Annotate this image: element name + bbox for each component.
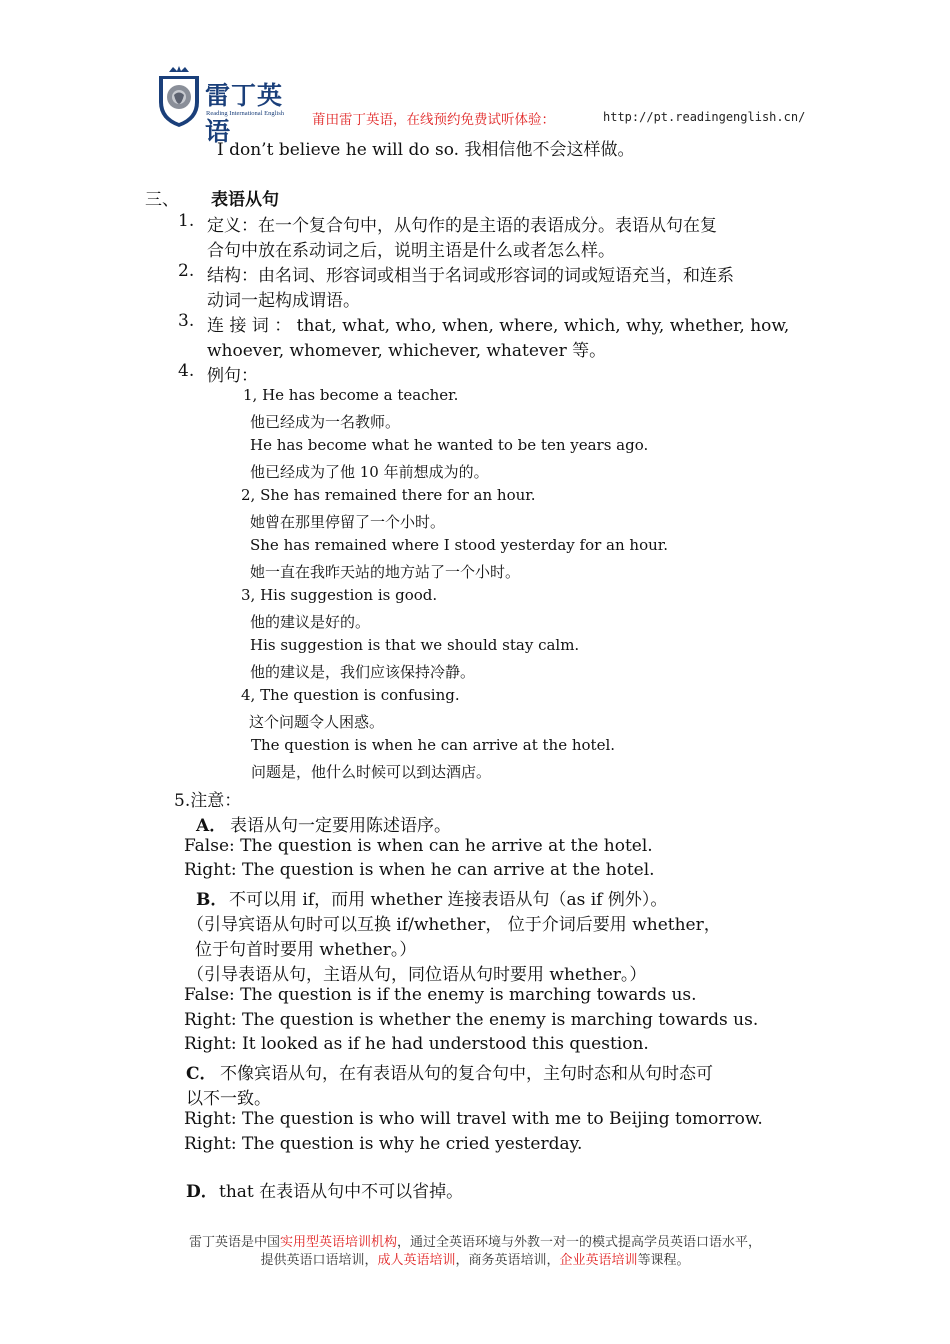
example-line: 他的建议是好的。 [250, 613, 371, 631]
footer-line-2 [0, 1249, 950, 1268]
item-text-line: 连 接 词 ： that, what, who, when, where, which, why, whether, how, [207, 316, 790, 336]
example-line: He has become what he wanted to be ten years ago. [250, 436, 649, 454]
note-label: A． [196, 816, 227, 836]
example-line: 问题是，他什么时候可以到达酒店。 [251, 763, 492, 781]
footer-link[interactable]: 成人英语培训 [377, 1253, 456, 1268]
footer-text: ，通过全英语环境与外教一对一的模式提高学员英语口语水平， [397, 1235, 762, 1250]
note-example: False: The question is when can he arrive at the hotel. [184, 836, 653, 856]
note-example: Right: It looked as if he had understood this question. [184, 1034, 649, 1054]
example-line: She has remained where I stood yesterday for an hour. [250, 536, 669, 554]
note-text: 不像宾语从句，在有表语从句的复合句中，主句时态和从句时态可 [220, 1064, 713, 1084]
example-line: 她一直在我昨天站的地方站了一个小时。 [250, 563, 521, 581]
item-number: 2. [178, 261, 195, 281]
note-example: Right: The question is who will travel with me to Beijing tomorrow. [184, 1109, 763, 1129]
item-text-line: 合句中放在系动词之后，说明主语是什么或者怎么样。 [207, 241, 615, 261]
note-label: B． [196, 890, 228, 910]
footer-link[interactable]: 实用型英语培训机构 [279, 1235, 397, 1250]
footer-text: 提供英语口语培训， [260, 1253, 378, 1268]
note-text: 以不一致。 [186, 1089, 271, 1109]
section-number: 三、 [145, 190, 179, 210]
example-line: 他已经成为一名教师。 [250, 413, 401, 431]
note-label: C． [186, 1064, 217, 1084]
intro-sentence: I don’t believe he will do so. 我相信他不会这样做。 [217, 140, 635, 160]
example-line: The question is when he can arrive at the hotel. [251, 736, 616, 754]
note-remark: 位于句首时要用 whether。） [195, 940, 417, 960]
brand-logo [155, 66, 300, 146]
footer-link[interactable]: 企业英语培训 [559, 1253, 638, 1268]
lion-crest-icon [155, 66, 203, 128]
notes-heading: 5.注意： [174, 791, 242, 811]
example-line: 这个问题令人困惑。 [249, 713, 385, 731]
example-line: 1, He has become a teacher. [243, 386, 459, 404]
logo-chinese-name: 雷丁英语 [205, 81, 284, 146]
item-text-line: 例句： [207, 366, 258, 386]
item-number: 4. [178, 361, 195, 381]
logo-english-name: Reading International English [206, 110, 284, 117]
note-example: Right: The question is why he cried yesterday. [184, 1134, 583, 1154]
footer-text: 雷丁英语是中国 [188, 1235, 280, 1250]
note-example: False: The question is if the enemy is marching towards us. [184, 985, 697, 1005]
example-line: 3, His suggestion is good. [241, 586, 438, 604]
note-example: Right: The question is whether the enemy is marching towards us. [184, 1010, 759, 1030]
item-number: 3. [178, 311, 195, 331]
note-example: Right: The question is when he can arrive at the hotel. [184, 860, 655, 880]
example-line: 她曾在那里停留了一个小时。 [250, 513, 446, 531]
example-line: 他的建议是，我们应该保持冷静。 [250, 663, 476, 681]
item-text-line: 结构：由名词、形容词或相当于名词或形容词的词或短语充当，和连系 [207, 266, 734, 286]
footer-text: ，商务英语培训， [455, 1253, 560, 1268]
note-text: 表语从句一定要用陈述语序。 [230, 816, 451, 836]
section-title: 表语从句 [211, 190, 279, 210]
note-remark: （引导表语从句，主语从句，同位语从句时要用 whether。） [187, 965, 647, 985]
example-line: 2, She has remained there for an hour. [241, 486, 536, 504]
note-text: that 在表语从句中不可以省掉。 [219, 1182, 464, 1202]
header-url-link[interactable]: http://pt.readingenglish.cn/ [603, 110, 806, 124]
example-line: His suggestion is that we should stay calm. [250, 636, 580, 654]
note-label: D． [186, 1182, 218, 1202]
note-text: 不可以用 if，而用 whether 连接表语从句（as if 例外）。 [229, 890, 668, 910]
header-slogan: 莆田雷丁英语，在线预约免费试听体验： [312, 112, 555, 128]
item-text-line: 动词一起构成谓语。 [207, 291, 360, 311]
item-text-line: whoever, whomever, whichever, whatever 等。 [207, 341, 607, 361]
item-number: 1. [178, 211, 195, 231]
footer-line-1 [0, 1231, 950, 1250]
item-text-line: 定义：在一个复合句中，从句作的是主语的表语成分。表语从句在复 [207, 216, 717, 236]
example-line: 他已经成为了他 10 年前想成为的。 [250, 463, 489, 481]
footer-text: 等课程。 [637, 1253, 690, 1268]
example-line: 4, The question is confusing. [241, 686, 460, 704]
note-remark: （引导宾语从句时可以互换 if/whether， 位于介词后要用 whether， [187, 915, 721, 935]
